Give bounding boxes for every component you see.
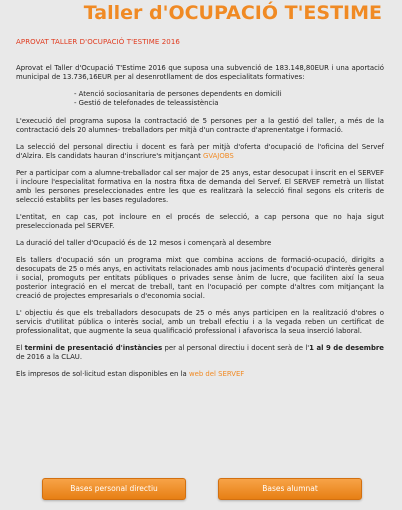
selection-paragraph xyxy=(16,143,384,161)
duration-paragraph: La duració del taller d'Ocupació és de 12 mesos i començarà al desembre xyxy=(16,239,272,247)
gvajobs-link[interactable]: GVAJOBS xyxy=(202,152,234,160)
deadline-bold-dates: 1 al 9 de desembre xyxy=(309,344,384,352)
preselection-paragraph: L'entitat, en cap cas, pot incloure en el procés de selecció, a cap persona que no haja sigut preseleccionada pel SERVEF. xyxy=(16,213,384,230)
intro-paragraph: Aprovat el Taller d'Ocupació T'Estime 2016 que suposa una subvenció de 183.148,80EUR i una aportació municipal de 13.736,16EUR per al desenrotllament de dos especialitats formatives: xyxy=(16,64,384,81)
deadline-bold-term: termini de presentació d'instàncies xyxy=(24,344,163,352)
requirements-paragraph: Per a participar com a alumne-treballador cal ser major de 25 anys, estar desocupat i inscrit en el SERVEF i incloure l'especialitat formativa en la nostra fitxa de demanda del Servef. El SERVEF remetrà un llistat amb les persones preseleccionades entre les que es realitzarà la selecció final segons els criteris de selecció establits per les bases reguladores. xyxy=(16,169,384,204)
deadline-post: de 2016 a la CLAU. xyxy=(16,353,83,361)
program-paragraph: Els tallers d'ocupació són un programa mixt que combina accions de formació-ocupació, dirigits a desocupats de 25 o més anys, en activitats relacionades amb nous jaciments d'ocupació d'interès general i social, promoguts per entitats públiques o privades sense ànim de lucre, que faciliten així la seua posterior integració en el mercat de treball, tant en l'ocupació per compte d'altres com mitjançant la creació de projectes empresarials o d'economia social. xyxy=(16,256,384,300)
title-bar xyxy=(0,0,402,26)
button-row xyxy=(0,478,402,500)
page-title: Taller d'OCUPACIÓ T'ESTIME xyxy=(83,2,382,24)
page-subtitle: APROVAT TALLER D'OCUPACIÓ T'ESTIME 2016 xyxy=(16,38,180,46)
objective-paragraph: L' objectiu és que els treballadors desocupats de 25 o més anys participen en la realització d'obres o servicis d'utilitat pública o interès social, amb un treball efectiu i a la vegada reben un certificat de professionalitat, que augmente la seua qualificació professional i afavorisca la seua inserció laboral. xyxy=(16,309,384,335)
list-item: - Atenció sociosanitaria de persones dependents en domicili xyxy=(74,90,282,98)
selection-text: La selecció del personal directiu i docent es farà per mitjà d'oferta d'ocupació de l'oficina del Servef d'Alzira. Els candidats hauran d'inscriure's mitjançant xyxy=(16,143,384,160)
article-body xyxy=(16,64,384,387)
forms-paragraph xyxy=(16,370,384,379)
execution-paragraph: L'execució del programa suposa la contractació de 5 persones per a la gestió del taller, a més de la contractació dels 20 alumnes- treballadors per mitjà d'un contracte d'aprenentatge i formació. xyxy=(16,117,384,134)
bases-alumnat-button[interactable]: Bases alumnat xyxy=(218,478,362,500)
deadline-pre: El xyxy=(16,344,25,352)
forms-text: Els impresos de sol·licitud estan disponibles en la xyxy=(16,370,189,378)
list-item: - Gestió de telefonades de teleassistència xyxy=(74,99,219,107)
deadline-paragraph xyxy=(16,344,384,362)
servef-web-link[interactable]: web del SERVEF xyxy=(188,370,245,378)
bases-personal-directiu-button[interactable]: Bases personal directiu xyxy=(42,478,186,500)
specialities-list xyxy=(16,90,384,108)
deadline-mid: per al personal directiu i docent serà de l' xyxy=(162,344,310,352)
